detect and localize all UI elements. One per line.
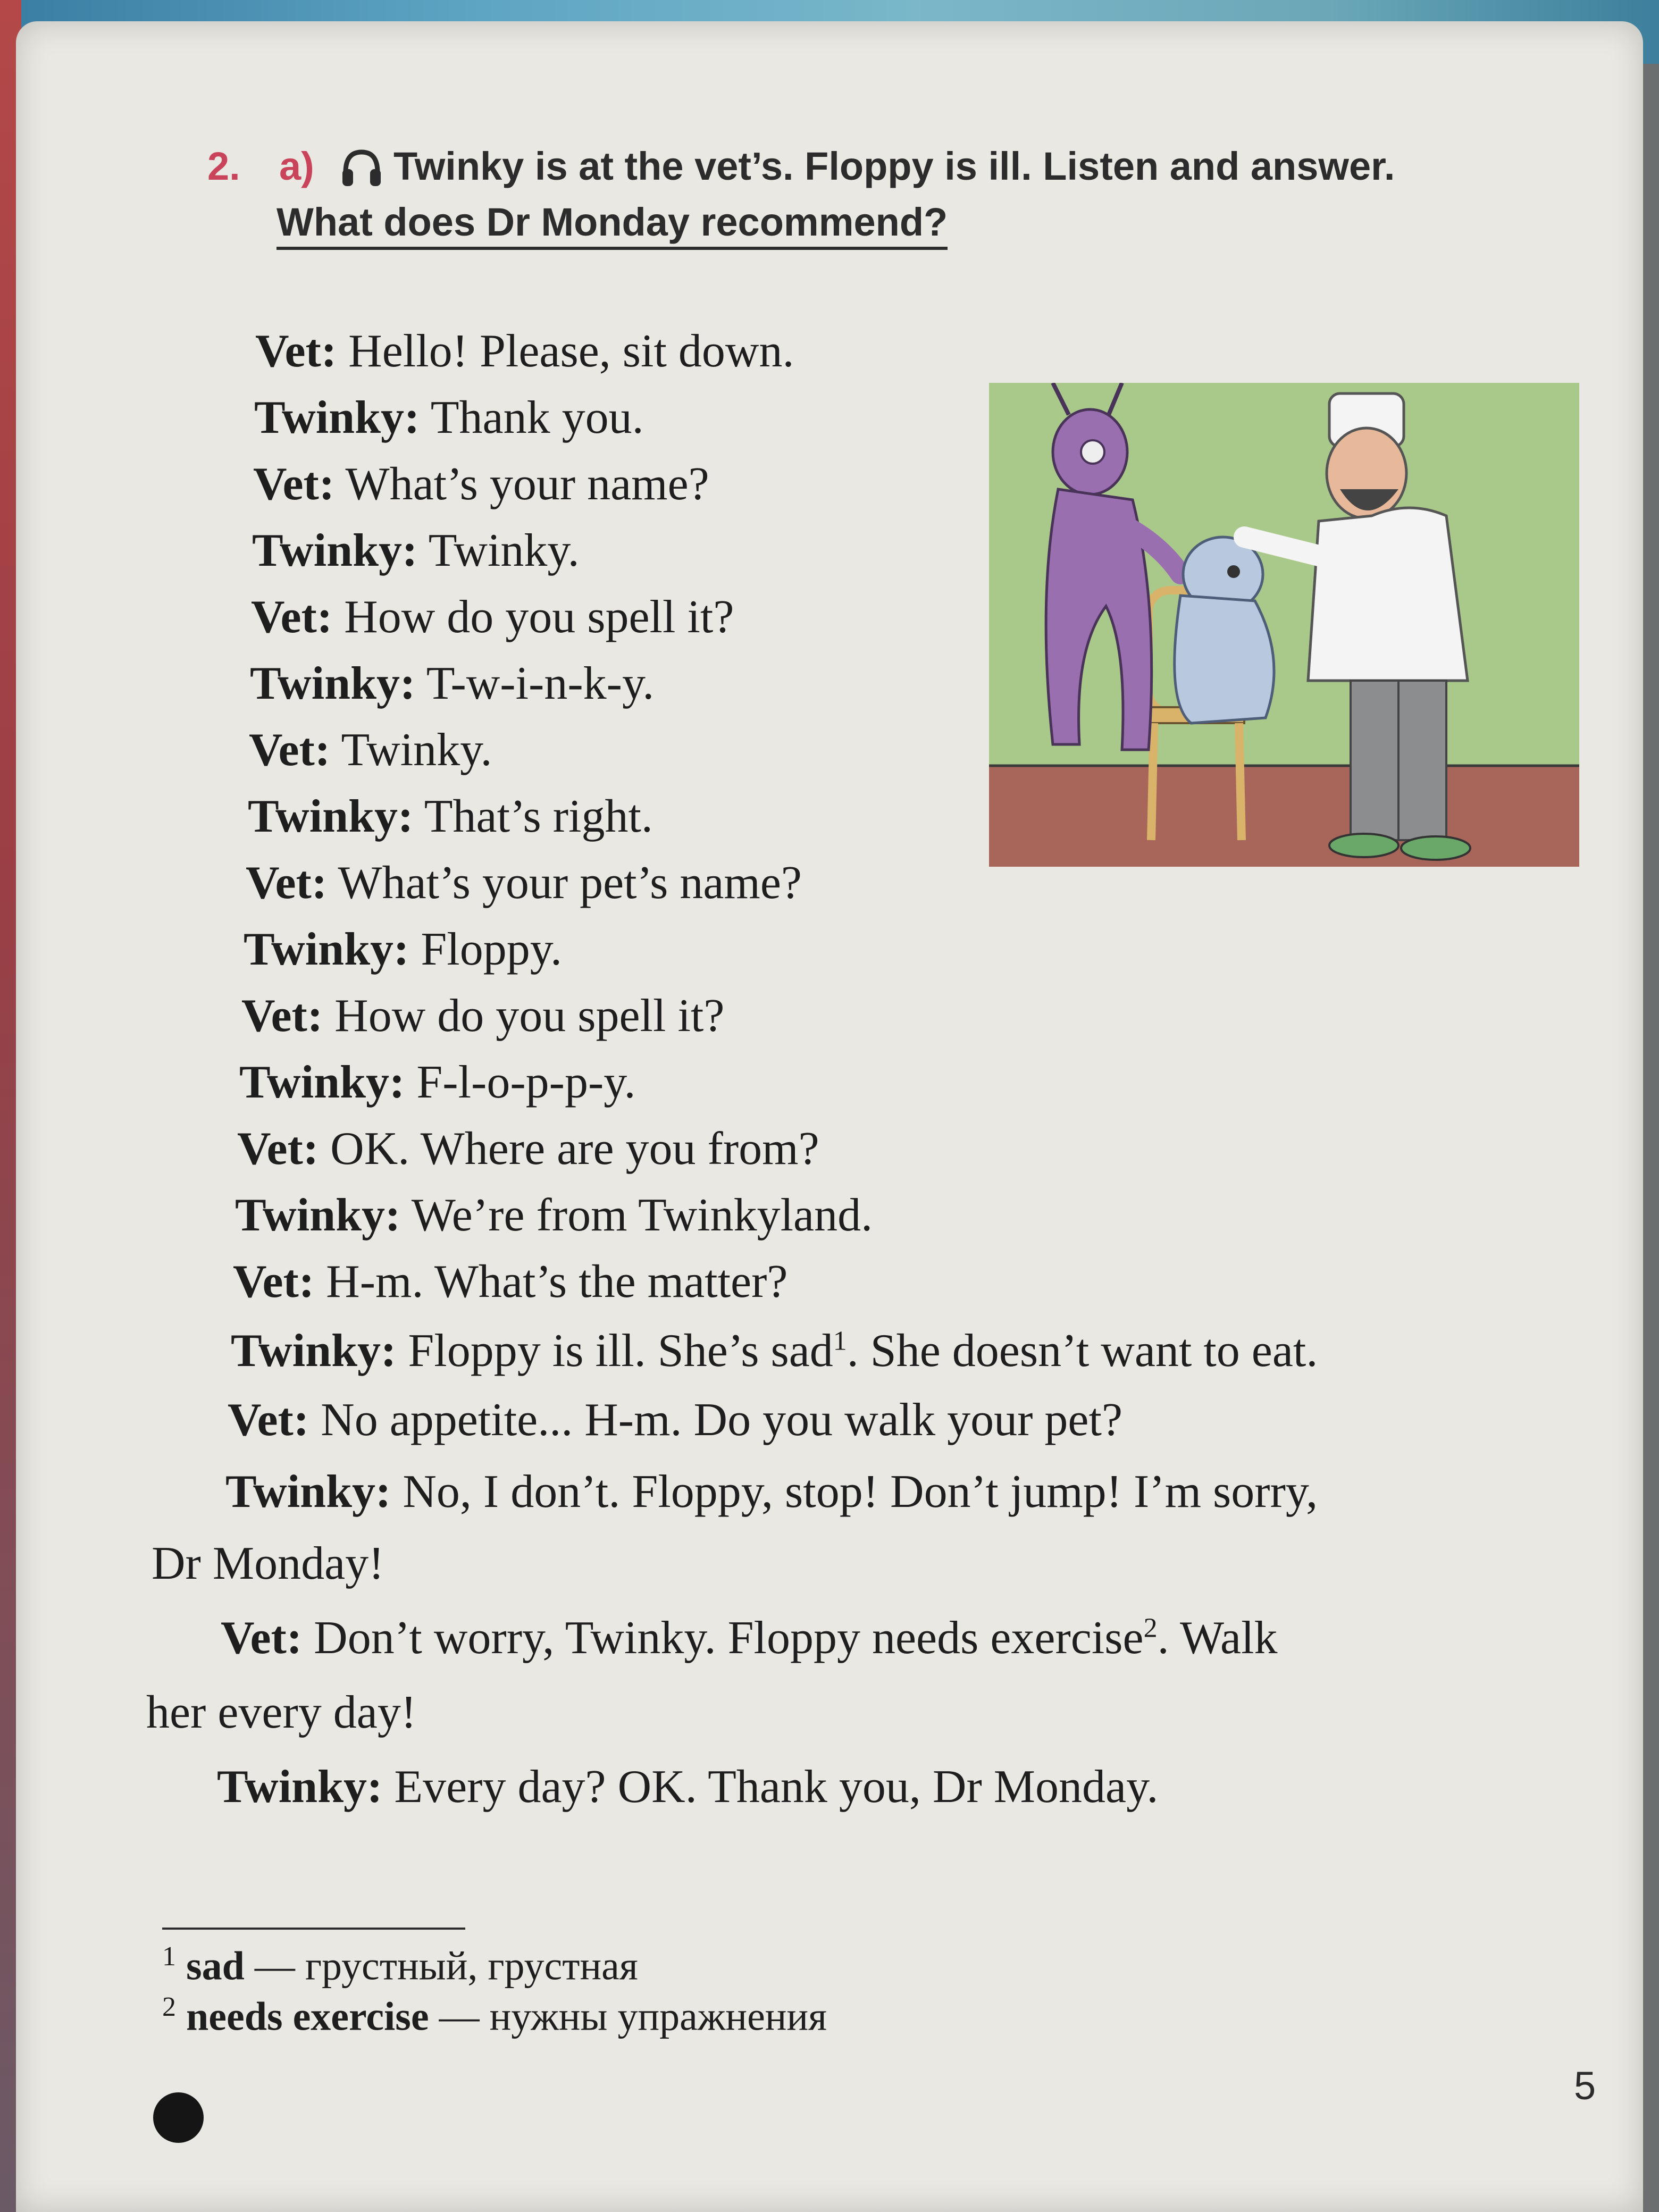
speaker-label: Twinky: <box>225 1466 391 1518</box>
line-text: Thank you. <box>420 392 644 443</box>
dialogue-line <box>248 790 653 843</box>
speaker-label: Twinky: <box>248 791 414 842</box>
vet-illustration <box>989 383 1579 867</box>
line-text: Floppy. <box>409 924 563 975</box>
line-text: . Walk <box>1157 1612 1278 1664</box>
speaker-label: Twinky: <box>235 1189 401 1241</box>
dialogue-line <box>233 1255 787 1309</box>
line-text: No, I don’t. Floppy, stop! Don’t jump! I’m sorry, <box>391 1466 1318 1518</box>
dialogue-line <box>221 1611 1278 1665</box>
speaker-label: Vet: <box>249 724 331 776</box>
exercise-number: 2. <box>207 144 240 188</box>
dialogue-line <box>252 524 580 577</box>
speaker-label: Twinky: <box>244 924 409 975</box>
dialogue-line <box>235 1188 873 1242</box>
dialogue-line <box>228 1393 1122 1447</box>
speaker-label: Vet: <box>221 1612 303 1664</box>
speaker-label: Vet: <box>233 1256 315 1308</box>
line-text: How do you spell it? <box>332 591 734 643</box>
line-text: Hello! Please, sit down. <box>337 325 794 377</box>
speaker-label: Vet: <box>253 458 335 510</box>
footnote <box>162 1991 827 2040</box>
dialogue-line <box>249 723 492 777</box>
dialogue-line-continued: her every day! <box>146 1687 417 1738</box>
speaker-label: Vet: <box>241 990 323 1042</box>
dialogue-line <box>246 856 802 910</box>
footnote <box>162 1941 638 1989</box>
speaker-label: Twinky: <box>254 392 420 443</box>
speaker-label: Vet: <box>255 325 337 377</box>
dialogue-line <box>251 590 734 644</box>
dialogue-line <box>255 324 794 378</box>
footnote-definition: — нужны упражнения <box>429 1994 827 2039</box>
page-number: 5 <box>1574 2064 1596 2108</box>
line-text: Twinky. <box>417 525 580 576</box>
speaker-label: Twinky: <box>231 1325 397 1377</box>
line-text: No appetite... H-m. Do you walk your pet? <box>309 1394 1122 1446</box>
textbook-page <box>16 21 1643 2212</box>
footnote-number: 1 <box>162 1941 176 1972</box>
speaker-label: Twinky: <box>250 658 416 709</box>
exercise-question: What does Dr Monday recommend? <box>276 199 948 250</box>
exercise-instruction: Twinky is at the vet’s. Floppy is ill. Listen and answer. <box>393 144 1395 188</box>
footnote-ref: 2 <box>1143 1613 1158 1644</box>
speaker-label: Vet: <box>228 1394 309 1446</box>
line-text: T-w-i-n-k-y. <box>415 658 655 709</box>
footnote-definition: — грустный, грустная <box>244 1943 638 1989</box>
footnote-ref: 1 <box>833 1326 847 1356</box>
headphones-icon <box>340 147 383 189</box>
illustration-floor <box>989 766 1579 867</box>
line-text: What’s your name? <box>334 458 709 510</box>
exercise-letter: a) <box>279 144 314 188</box>
speaker-label: Vet: <box>251 591 333 643</box>
line-text: What’s your pet’s name? <box>327 857 802 909</box>
line-text: Floppy is ill. She’s sad <box>396 1325 833 1377</box>
dialogue-line <box>239 1055 636 1109</box>
line-text: Every day? OK. Thank you, Dr Monday. <box>382 1761 1159 1813</box>
line-text: We’re from Twinkyland. <box>400 1189 873 1241</box>
dialogue-line <box>254 391 644 445</box>
footnote-divider <box>162 1928 465 1930</box>
dialogue-line <box>241 989 724 1043</box>
line-text: Don’t worry, Twinky. Floppy needs exercise <box>302 1612 1144 1664</box>
speaker-label: Twinky: <box>239 1057 405 1108</box>
dialogue-line <box>225 1465 1318 1519</box>
line-text: F-l-o-p-p-y. <box>405 1057 636 1108</box>
line-text: H-m. What’s the matter? <box>314 1256 788 1308</box>
page-marker-dot <box>153 2092 204 2143</box>
line-text: . She doesn’t want to eat. <box>847 1325 1318 1377</box>
footnote-number: 2 <box>162 1992 176 2022</box>
dialogue-line <box>253 457 709 511</box>
line-text: That’s right. <box>413 791 653 842</box>
speaker-label: Twinky: <box>252 525 418 576</box>
dialogue-line <box>217 1760 1158 1814</box>
dialogue-line <box>237 1122 819 1176</box>
speaker-label: Vet: <box>246 857 328 909</box>
line-text: OK. Where are you from? <box>319 1123 819 1175</box>
dialogue-line <box>231 1324 1318 1378</box>
line-text: Twinky. <box>330 724 492 776</box>
floppy-character <box>1175 537 1274 723</box>
speaker-label: Twinky: <box>217 1761 383 1813</box>
footnote-term: sad <box>186 1943 245 1989</box>
speaker-label: Vet: <box>237 1123 319 1175</box>
footnote-term: needs exercise <box>186 1994 429 2039</box>
dialogue-line-continued: Dr Monday! <box>152 1538 384 1589</box>
line-text: How do you spell it? <box>323 990 725 1042</box>
dialogue-line <box>244 923 562 976</box>
dialogue-line <box>250 657 654 710</box>
